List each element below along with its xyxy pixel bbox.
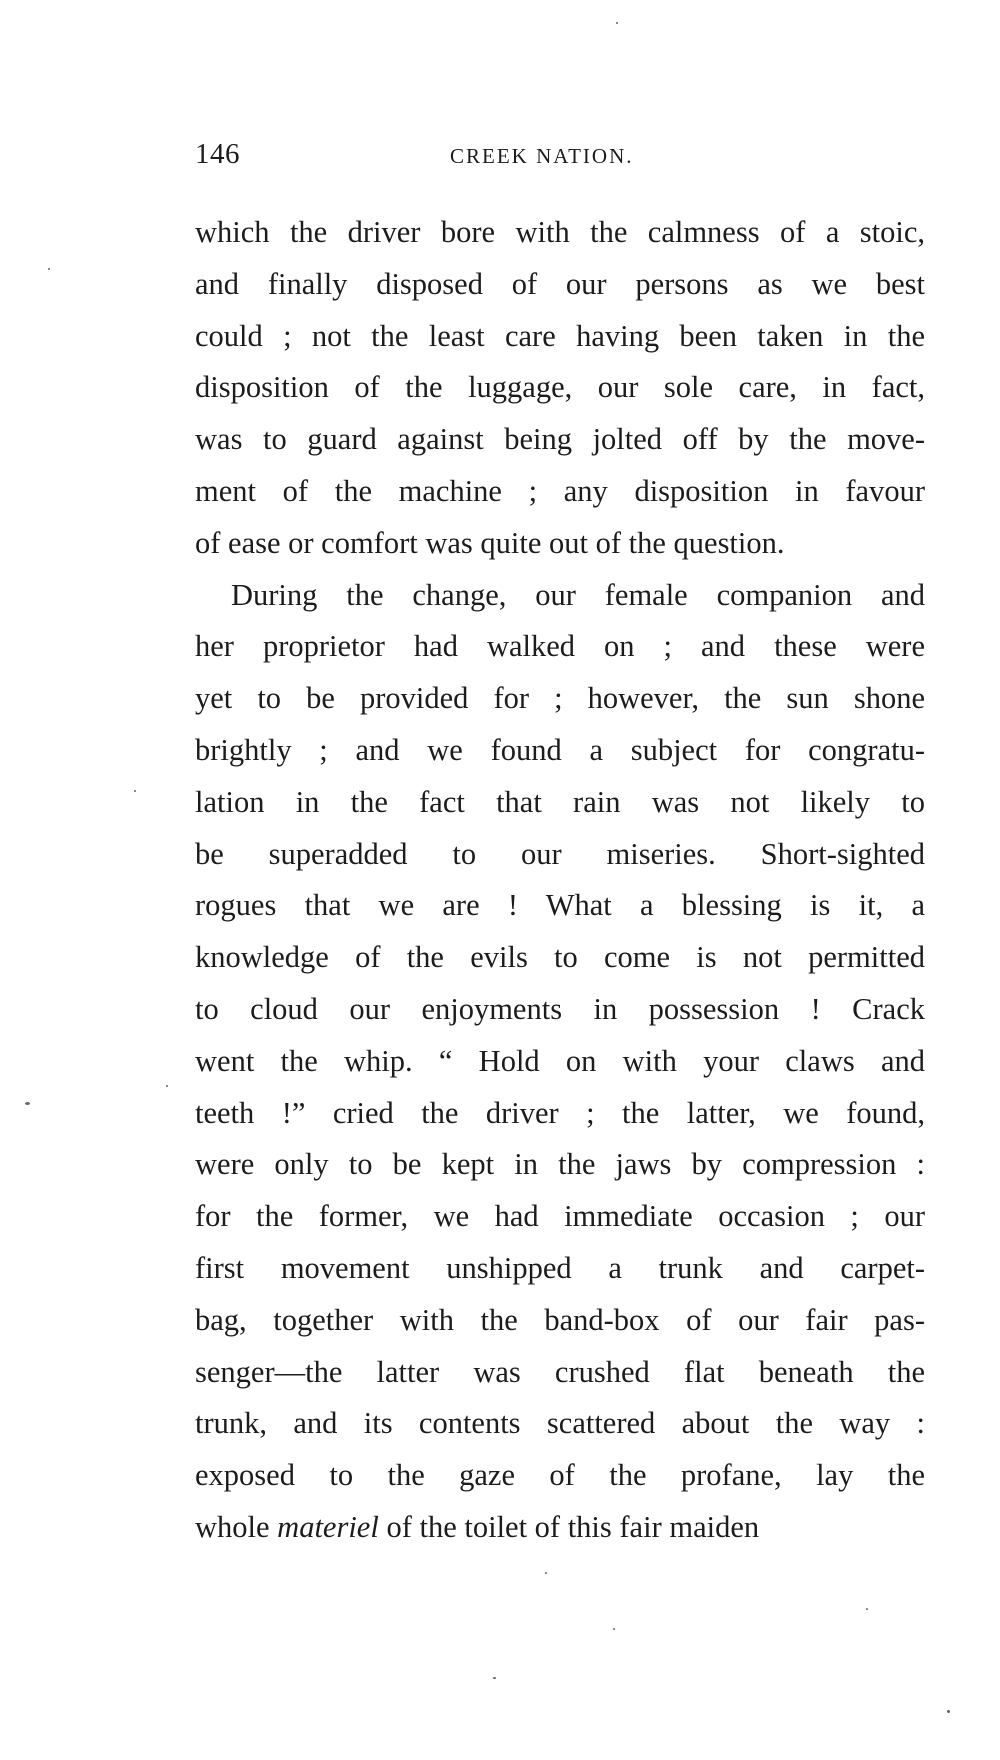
text-segment: of the toilet of this fair maiden bbox=[378, 1509, 760, 1544]
scan-speck bbox=[166, 1085, 168, 1087]
text-line: During the change, our female companion and bbox=[231, 577, 925, 612]
text-line: teeth !” cried the driver ; the latter, we found, bbox=[195, 1095, 925, 1130]
text-line: lation in the fact that rain was not likely to bbox=[195, 784, 925, 819]
text-line: were only to be kept in the jaws by compression : bbox=[195, 1147, 925, 1182]
text-line: for the former, we had immediate occasion ; our bbox=[195, 1199, 925, 1234]
italic-word: materiel bbox=[277, 1509, 379, 1544]
text-line: brightly ; and we found a subject for congratu- bbox=[195, 732, 925, 767]
text-line: could ; not the least care having been taken in the bbox=[195, 318, 925, 353]
text-line: which the driver bore with the calmness of a stoic, bbox=[195, 215, 925, 249]
text-segment: whole bbox=[195, 1509, 278, 1544]
scan-speck bbox=[616, 22, 618, 24]
scan-speck bbox=[25, 1102, 30, 1105]
scan-speck bbox=[493, 1677, 496, 1679]
text-line: senger—the latter was crushed flat beneath the bbox=[195, 1354, 925, 1389]
text-line: disposition of the luggage, our sole care, in fact, bbox=[195, 370, 925, 405]
scan-speck bbox=[48, 268, 50, 270]
page-number: 146 bbox=[195, 138, 240, 170]
scan-speck bbox=[545, 1572, 547, 1574]
text-line: was to guard against being jolted off by the move- bbox=[195, 422, 925, 457]
text-line: bag, together with the band-box of our fair pas- bbox=[195, 1302, 925, 1337]
scan-speck bbox=[613, 1628, 615, 1630]
text-line: knowledge of the evils to come is not permitted bbox=[195, 940, 925, 975]
text-line: went the whip. “ Hold on with your claws and bbox=[195, 1043, 925, 1078]
running-head: CREEK NATION. bbox=[450, 144, 634, 168]
text-line: her proprietor had walked on ; and these were bbox=[195, 629, 925, 664]
scan-speck bbox=[866, 1608, 868, 1610]
text-line bbox=[195, 1502, 925, 1554]
text-line: exposed to the gaze of the profane, lay the bbox=[195, 1458, 925, 1493]
page-header bbox=[195, 138, 915, 178]
text-line: ment of the machine ; any disposition in favour bbox=[195, 473, 925, 508]
text-line: trunk, and its contents scattered about the way : bbox=[195, 1406, 925, 1441]
text-line: to cloud our enjoyments in possession ! Crack bbox=[195, 991, 925, 1026]
text-line: be superadded to our miseries. Short-sighted bbox=[195, 836, 925, 871]
body-text bbox=[195, 207, 925, 1554]
text-line: of ease or comfort was quite out of the question. bbox=[195, 525, 785, 560]
text-line: rogues that we are ! What a blessing is it, a bbox=[195, 888, 925, 923]
text-line: yet to be provided for ; however, the sun shone bbox=[195, 681, 925, 716]
scan-speck bbox=[947, 1710, 950, 1713]
text-line: and finally disposed of our persons as we best bbox=[195, 266, 925, 301]
text-line: first movement unshipped a trunk and carpet- bbox=[195, 1250, 925, 1285]
scan-speck bbox=[134, 790, 136, 792]
